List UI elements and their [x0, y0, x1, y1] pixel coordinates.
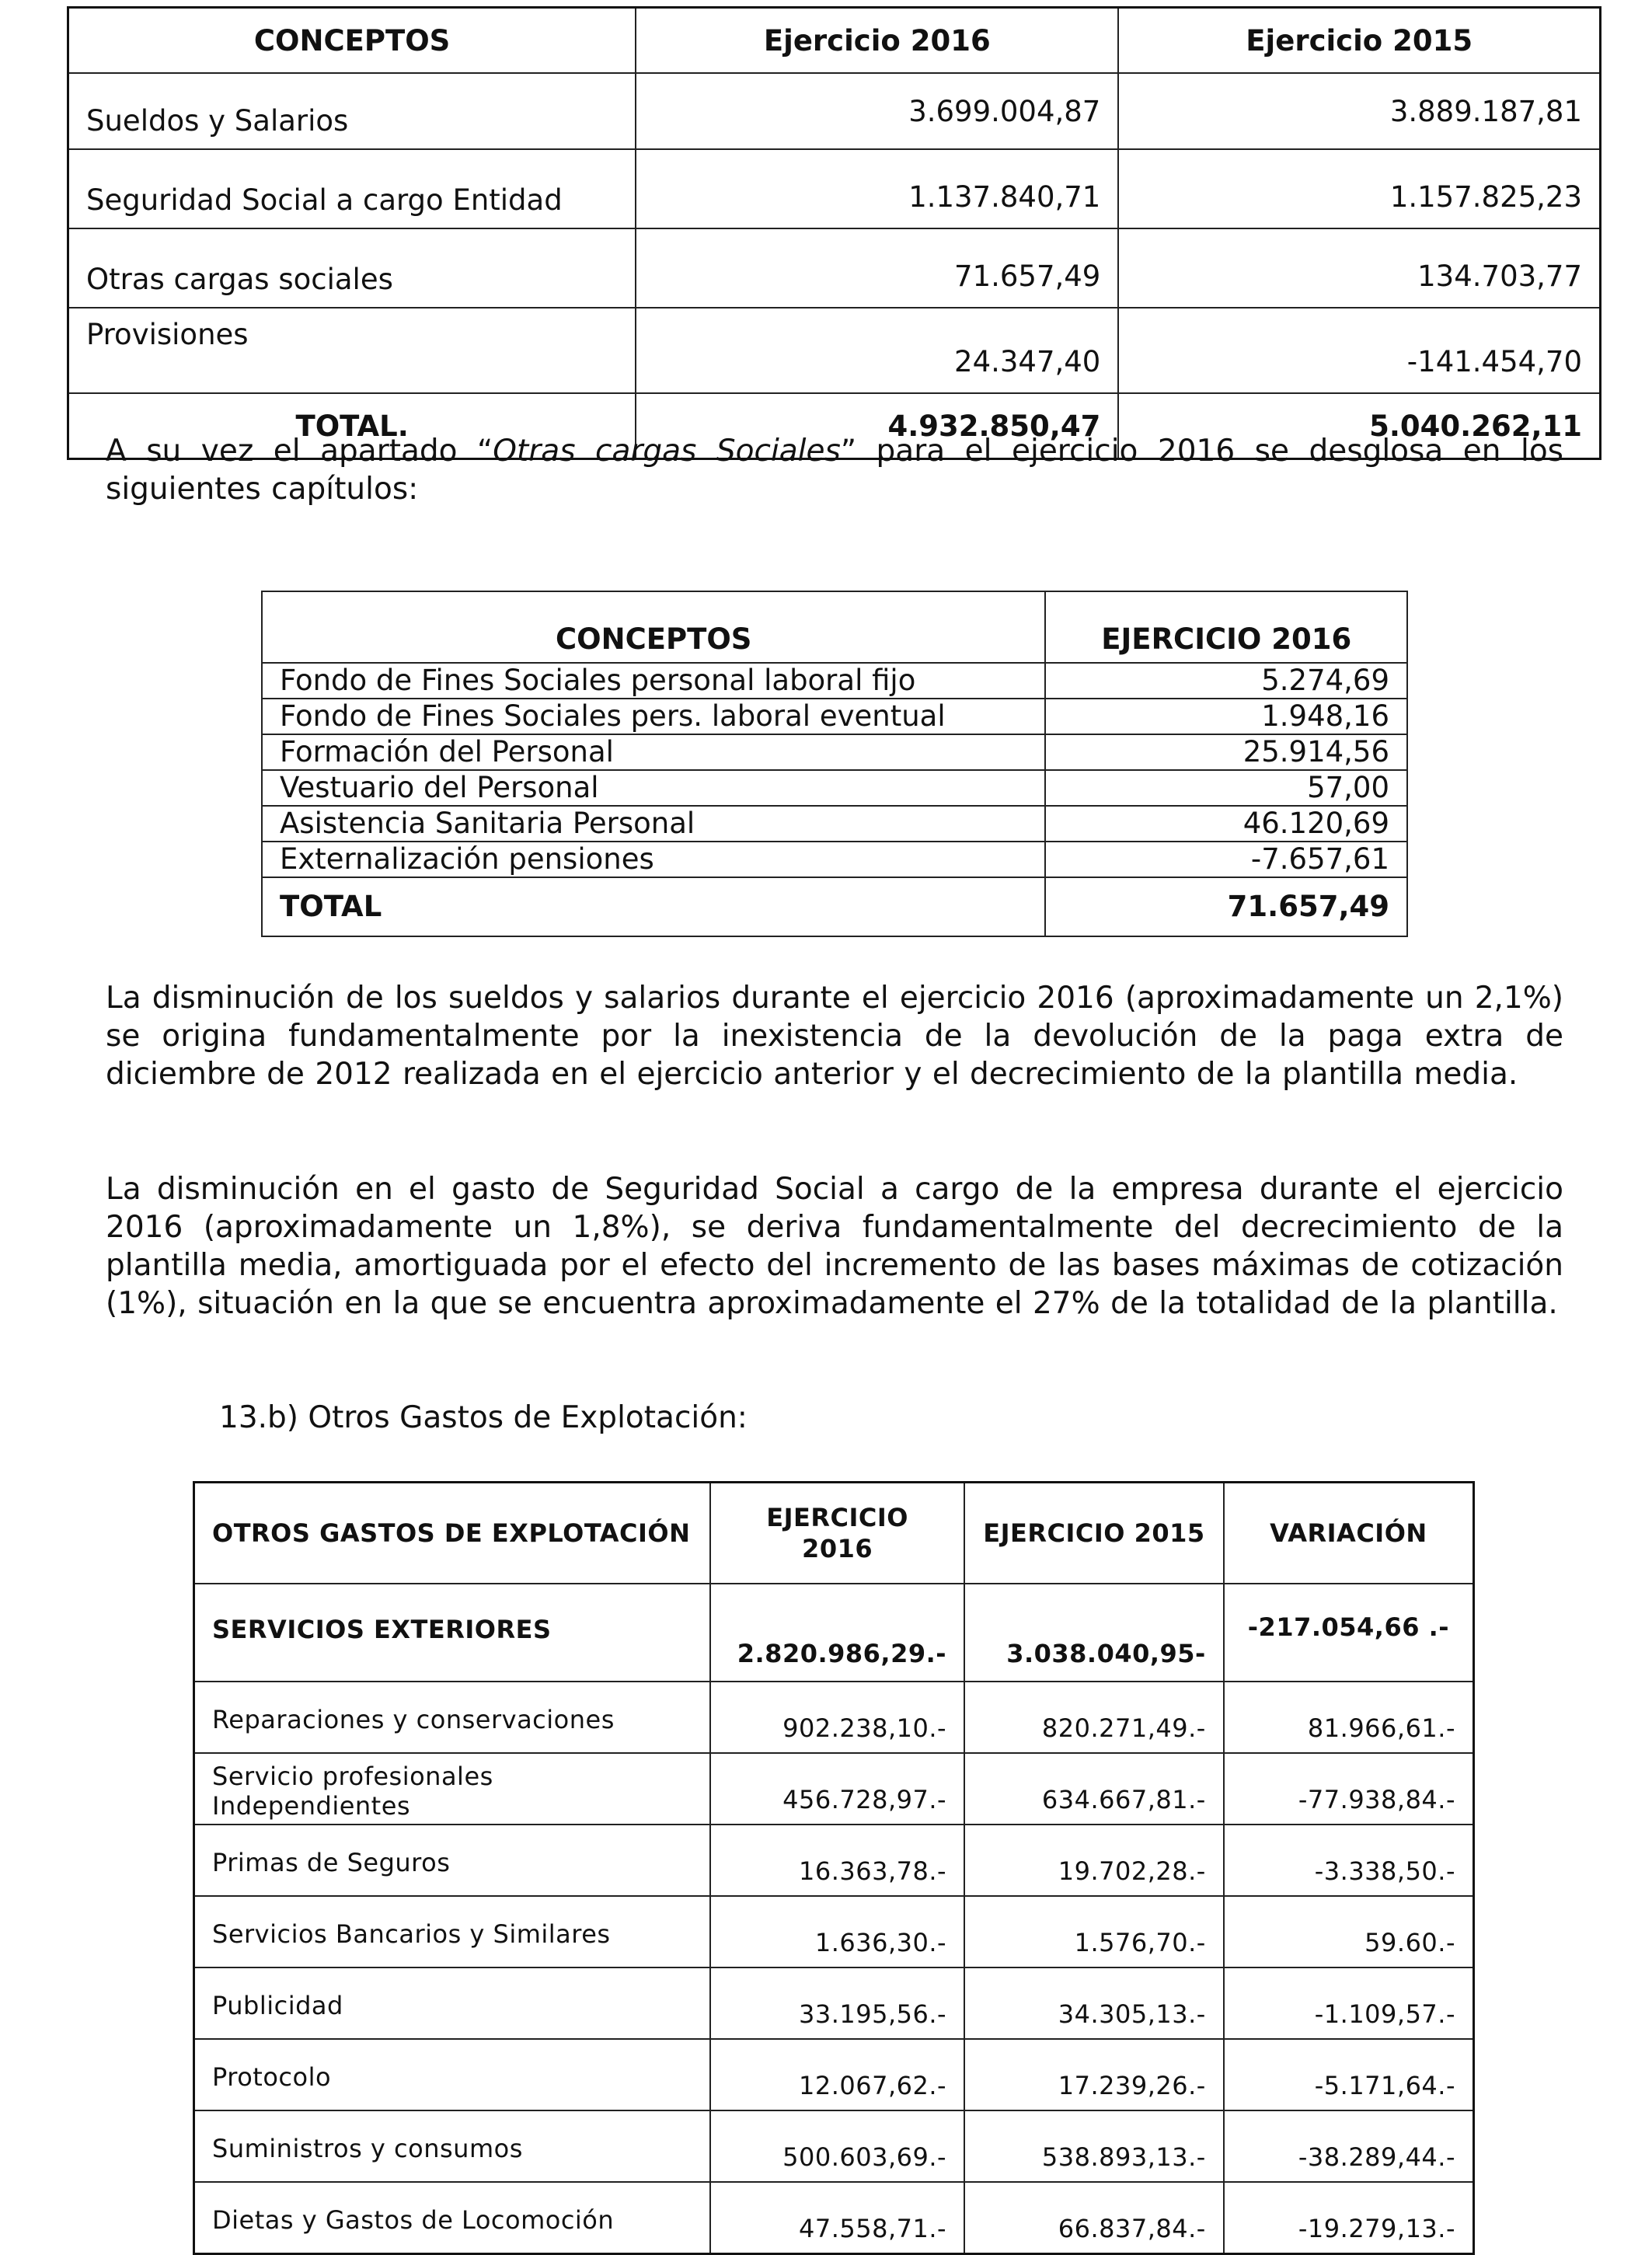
value-2015: 820.271,49.- — [964, 1682, 1224, 1753]
table-row — [194, 1967, 1474, 2039]
column-header: CONCEPTOS — [262, 591, 1045, 663]
value-2016: 2.820.986,29.- — [710, 1584, 964, 1682]
value-2016: 16.363,78.- — [710, 1825, 964, 1896]
group-row — [194, 1584, 1474, 1682]
column-header: EJERCICIO 2016 — [710, 1483, 964, 1584]
variation-value: -38.289,44.- — [1224, 2110, 1474, 2182]
section-heading: 13.b) Otros Gastos de Explotación: — [219, 1400, 748, 1435]
variation-value: 59.60.- — [1224, 1896, 1474, 1967]
value-2016: 1.636,30.- — [710, 1896, 964, 1967]
row-value: 46.120,69 — [1045, 806, 1407, 842]
table-row — [68, 308, 1601, 393]
value-2015: 66.837,84.- — [964, 2182, 1224, 2254]
variation-value: -1.109,57.- — [1224, 1967, 1474, 2039]
table-row — [194, 2039, 1474, 2110]
row-label: Fondo de Fines Sociales pers. laboral eventual — [262, 699, 1045, 734]
value-2015: 3.038.040,95- — [964, 1584, 1224, 1682]
table-row — [262, 699, 1407, 734]
variation-value: -77.938,84.- — [1224, 1753, 1474, 1825]
table-header-row — [68, 8, 1601, 74]
table-row — [194, 2182, 1474, 2254]
table-row — [262, 734, 1407, 770]
other-operating-expenses-table — [193, 1481, 1475, 2255]
table-row — [68, 73, 1601, 149]
variation-value: 81.966,61.- — [1224, 1682, 1474, 1753]
row-label: Sueldos y Salarios — [68, 73, 636, 149]
column-header: EJERCICIO 2015 — [964, 1483, 1224, 1584]
row-label: Primas de Seguros — [194, 1825, 711, 1896]
table-row — [262, 663, 1407, 699]
value-2015: 19.702,28.- — [964, 1825, 1224, 1896]
table-row — [194, 1825, 1474, 1896]
row-label: Servicio profesionales Independientes — [194, 1753, 711, 1825]
value-2016: 456.728,97.- — [710, 1753, 964, 1825]
row-label: Asistencia Sanitaria Personal — [262, 806, 1045, 842]
value-2015: 17.239,26.- — [964, 2039, 1224, 2110]
column-header: EJERCICIO 2016 — [1045, 591, 1407, 663]
variation-value: -5.171,64.- — [1224, 2039, 1474, 2110]
value-2016: 24.347,40 — [636, 308, 1118, 393]
value-2016: 1.137.840,71 — [636, 149, 1118, 228]
row-label: Servicios Bancarios y Similares — [194, 1896, 711, 1967]
row-label: Reparaciones y conservaciones — [194, 1682, 711, 1753]
row-label: Suministros y consumos — [194, 2110, 711, 2182]
value-2016: 71.657,49 — [636, 228, 1118, 308]
variation-value: -3.338,50.- — [1224, 1825, 1474, 1896]
column-header: Ejercicio 2016 — [636, 8, 1118, 74]
value-2016: 500.603,69.- — [710, 2110, 964, 2182]
table-row — [68, 228, 1601, 308]
table-row — [194, 1682, 1474, 1753]
value-2015: 3.889.187,81 — [1118, 73, 1600, 149]
table-header-row — [262, 591, 1407, 663]
row-label: Dietas y Gastos de Locomoción — [194, 2182, 711, 2254]
row-value: 57,00 — [1045, 770, 1407, 806]
variation-value: -19.279,13.- — [1224, 2182, 1474, 2254]
variation-value: -217.054,66 .- — [1224, 1584, 1474, 1682]
column-header: OTROS GASTOS DE EXPLOTACIÓN — [194, 1483, 711, 1584]
value-2016: 902.238,10.- — [710, 1682, 964, 1753]
value-2015: 1.157.825,23 — [1118, 149, 1600, 228]
total-label: TOTAL. — [68, 393, 636, 459]
italic-term: Otras cargas Sociales — [493, 434, 841, 469]
group-label: SERVICIOS EXTERIORES — [194, 1584, 711, 1682]
total-label: TOTAL — [262, 877, 1045, 936]
value-2016: 33.195,56.- — [710, 1967, 964, 2039]
column-header: Ejercicio 2015 — [1118, 8, 1600, 74]
table-row — [194, 1896, 1474, 1967]
total-2015: 5.040.262,11 — [1118, 393, 1600, 459]
row-label: Fondo de Fines Sociales personal laboral fijo — [262, 663, 1045, 699]
table-row — [262, 806, 1407, 842]
row-label: Externalización pensiones — [262, 842, 1045, 877]
row-value: 25.914,56 — [1045, 734, 1407, 770]
table-row — [262, 842, 1407, 877]
value-2015: 1.576,70.- — [964, 1896, 1224, 1967]
social-security-paragraph: La disminución en el gasto de Seguridad Social a cargo de la empresa durante el ejercicio 2016 (aproximadamente un 1,8%), se deriva fundamentalmente del decrecimiento de la plantilla media, amortiguada por el efecto del incremento de las bases máximas de cotización (1%), situación en la que se encuentra aproximadamente el 27% de la totalidad de la plantilla. — [106, 1172, 1563, 1321]
column-header: CONCEPTOS — [68, 8, 636, 74]
intro-paragraph: A su vez el apartado “Otras cargas Sociales” para el ejercicio 2016 se desglosa en los siguientes capítulos: — [106, 434, 1563, 507]
row-label: Seguridad Social a cargo Entidad — [68, 149, 636, 228]
row-value: -7.657,61 — [1045, 842, 1407, 877]
salaries-paragraph: La disminución de los sueldos y salarios durante el ejercicio 2016 (aproximadamente un 2,1%) se origina fundamentalmente por la inexistencia de la devolución de la paga extra de diciembre de 2012 realizada en el ejercicio anterior y el decrecimiento de la plantilla media. — [106, 981, 1563, 1092]
table-row — [194, 2110, 1474, 2182]
personnel-expenses-table — [67, 6, 1601, 460]
table-total-row — [262, 877, 1407, 936]
row-label: Protocolo — [194, 2039, 711, 2110]
table-row — [68, 149, 1601, 228]
table-row — [262, 770, 1407, 806]
value-2015: 34.305,13.- — [964, 1967, 1224, 2039]
value-2015: 634.667,81.- — [964, 1753, 1224, 1825]
value-2015: 538.893,13.- — [964, 2110, 1224, 2182]
column-header: VARIACIÓN — [1224, 1483, 1474, 1584]
other-social-charges-table — [261, 591, 1408, 937]
row-label: Formación del Personal — [262, 734, 1045, 770]
row-label: Vestuario del Personal — [262, 770, 1045, 806]
value-2016: 12.067,62.- — [710, 2039, 964, 2110]
row-label: Publicidad — [194, 1967, 711, 2039]
table-row — [194, 1753, 1474, 1825]
total-value: 71.657,49 — [1045, 877, 1407, 936]
row-value: 1.948,16 — [1045, 699, 1407, 734]
row-label: Otras cargas sociales — [68, 228, 636, 308]
row-label: Provisiones — [68, 308, 636, 393]
value-2015: 134.703,77 — [1118, 228, 1600, 308]
value-2016: 47.558,71.- — [710, 2182, 964, 2254]
value-2015: -141.454,70 — [1118, 308, 1600, 393]
table-header-row — [194, 1483, 1474, 1584]
value-2016: 3.699.004,87 — [636, 73, 1118, 149]
total-2016: 4.932.850,47 — [636, 393, 1118, 459]
row-value: 5.274,69 — [1045, 663, 1407, 699]
